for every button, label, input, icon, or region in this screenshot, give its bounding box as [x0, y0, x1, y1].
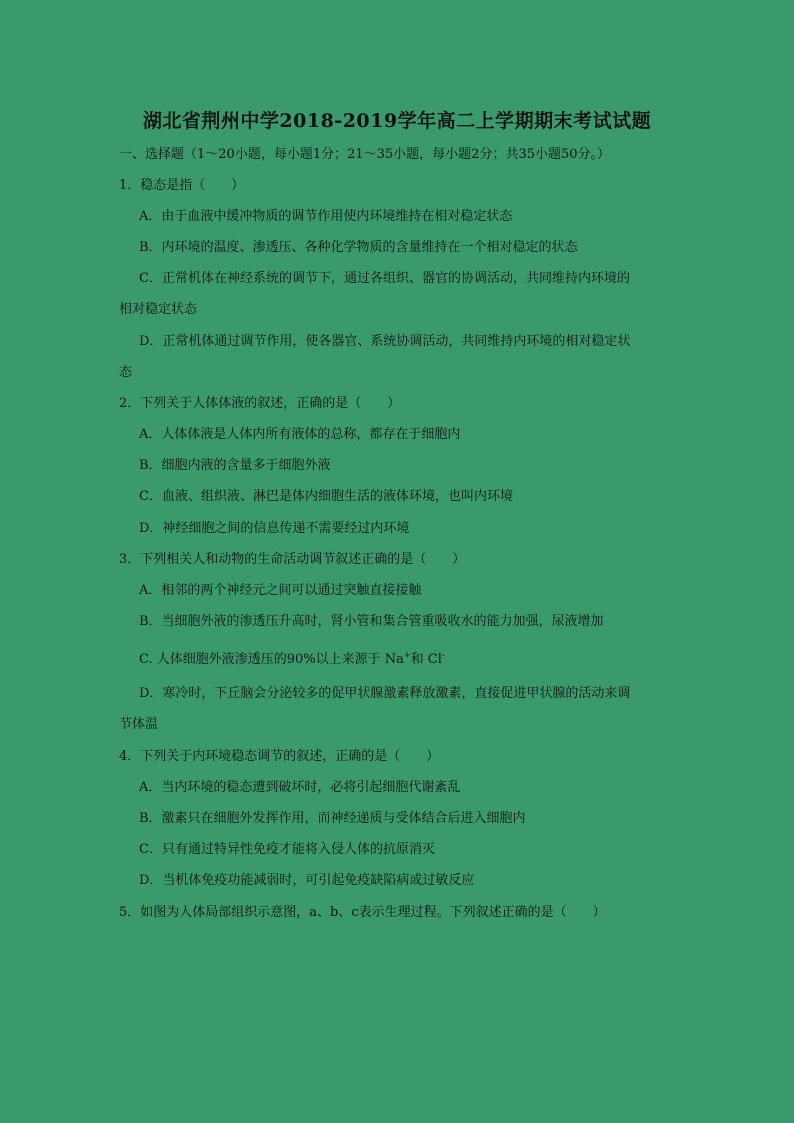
- question-2-option-c: C．血液、组织液、淋巴是体内细胞生活的液体环境，也叫内环境: [139, 489, 513, 504]
- question-4-stem: 4．下列关于内环境稳态调节的叙述，正确的是（ ）: [119, 749, 440, 764]
- page-title: 湖北省荆州中学2018-2019学年高二上学期期末考试试题: [142, 110, 652, 132]
- question-4-option-c: C．只有通过特异性免疫才能将入侵人体的抗原消灭: [139, 842, 435, 857]
- question-4-option-a: A．当内环境的稳态遭到破坏时，必将引起细胞代谢紊乱: [139, 780, 461, 795]
- question-1-option-c: C．正常机体在神经系统的调节下，通过各组织、器官的协调活动，共同维持内环境的: [139, 271, 630, 286]
- sodium-charge: +: [403, 650, 411, 660]
- question-2-option-d: D．神经细胞之间的信息传递不需要经过内环境: [139, 521, 410, 536]
- question-3-option-b: B．当细胞外液的渗透压升高时，肾小管和集合管重吸收水的能力加强，尿液增加: [139, 614, 604, 629]
- question-1-option-a: A．由于血液中缓冲物质的调节作用使内环境维持在相对稳定状态: [139, 209, 513, 224]
- question-3-option-c-text: C. 人体细胞外液渗透压的90%以上来源于 Na: [139, 652, 404, 667]
- question-3-stem: 3．下列相关人和动物的生命活动调节叙述正确的是（ ）: [119, 552, 466, 567]
- question-3-option-a: A．相邻的两个神经元之间可以通过突触直接接触: [139, 583, 422, 598]
- section-header: 一、选择题（1～20小题，每小题1分；21～35小题，每小题2分；共35小题50分。）: [119, 147, 611, 162]
- question-1-stem: 1．稳态是指（ ）: [119, 178, 245, 193]
- question-2-option-a: A．人体体液是人体内所有液体的总称，都存在于细胞内: [139, 427, 461, 442]
- question-2-option-b: B．细胞内液的含量多于细胞外液: [139, 458, 331, 473]
- question-4-option-d: D．当机体免疫功能减弱时，可引起免疫缺陷病或过敏反应: [139, 873, 475, 888]
- question-3-option-d-cont: 节体温: [119, 717, 159, 732]
- question-1-option-c-cont: 相对稳定状态: [119, 302, 198, 317]
- question-3-option-d: D．寒冷时，下丘脑会分泌较多的促甲状腺激素释放激素，直接促进甲状腺的活动来调: [139, 686, 631, 701]
- chloride-charge: -: [441, 650, 445, 660]
- question-4-option-b: B．激素只在细胞外发挥作用，而神经递质与受体结合后进入细胞内: [139, 811, 526, 826]
- question-3-option-c-text-2: 和 Cl: [410, 652, 442, 667]
- question-3-option-c: [139, 652, 445, 668]
- question-5-stem: 5．如图为人体局部组织示意图，a、b、c表示生理过程。下列叙述正确的是（ ）: [119, 905, 606, 920]
- question-1-option-d-cont: 态: [119, 365, 133, 380]
- question-1-option-b: B．内环境的温度、渗透压、各种化学物质的含量维持在一个相对稳定的状态: [139, 240, 578, 255]
- question-2-stem: 2．下列关于人体体液的叙述，正确的是（ ）: [119, 396, 401, 411]
- question-1-option-d: D．正常机体通过调节作用，使各器官、系统协调活动，共同维持内环境的相对稳定状: [139, 334, 631, 349]
